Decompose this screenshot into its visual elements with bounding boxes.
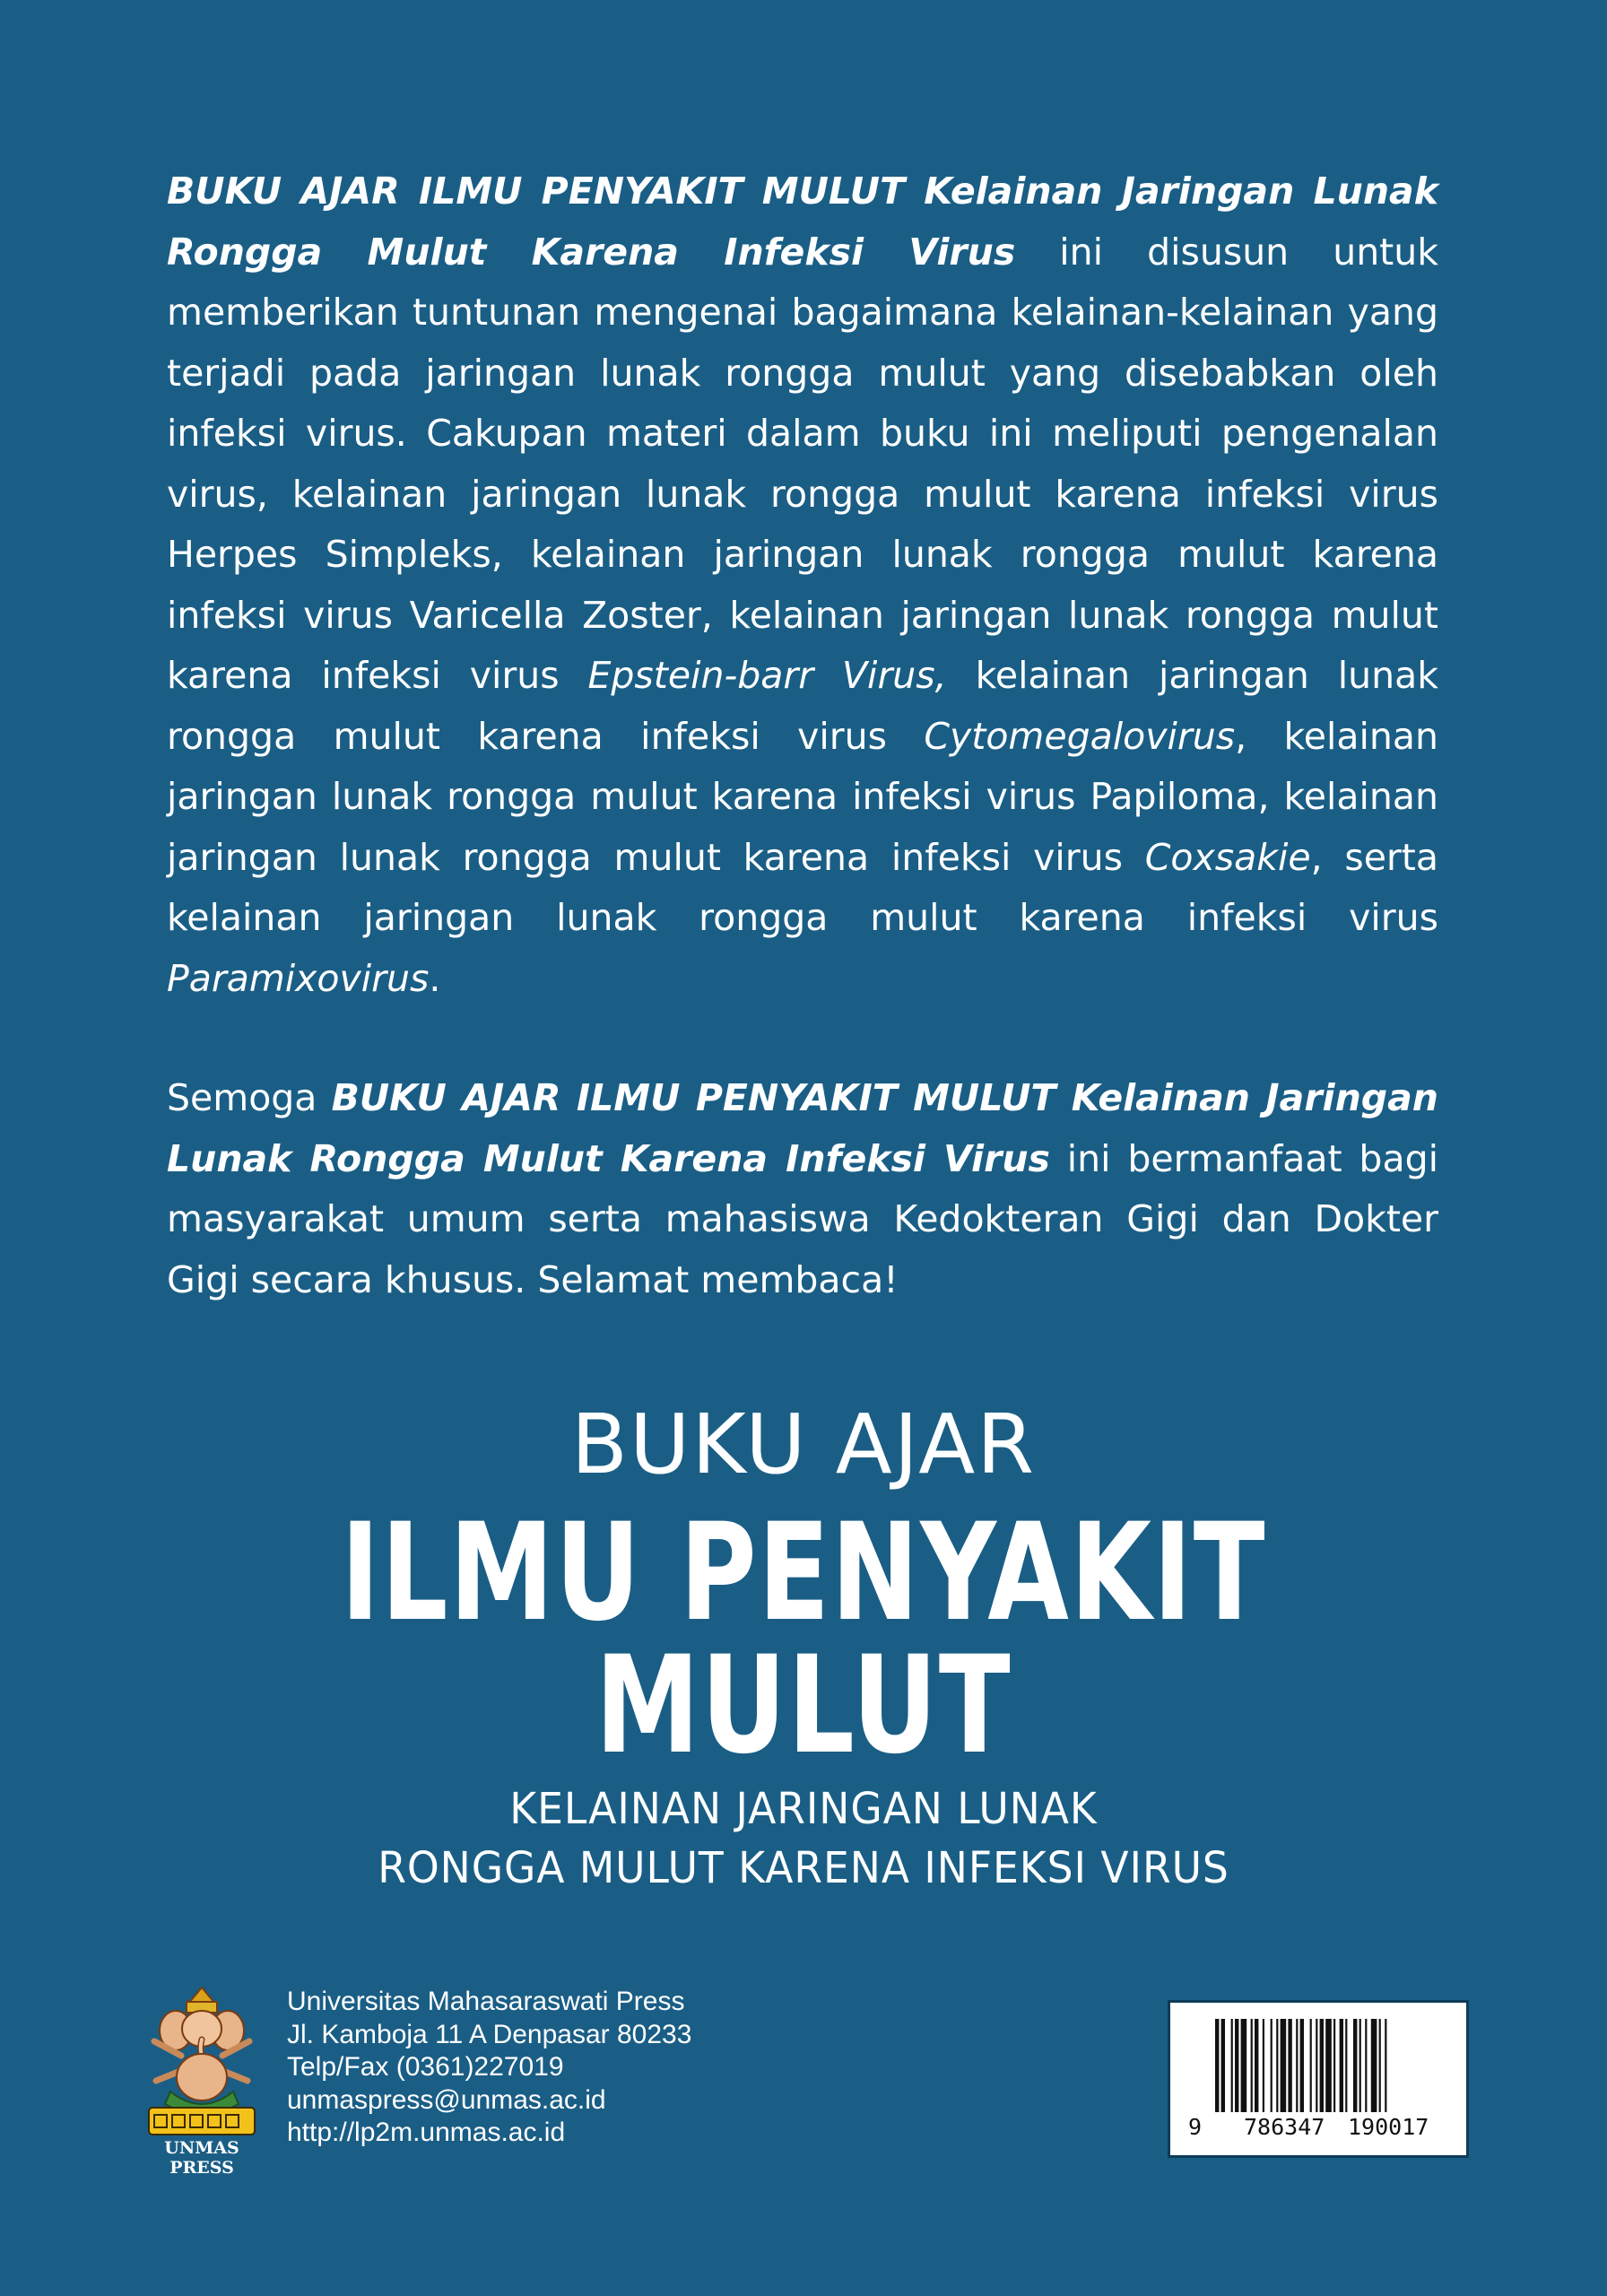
blurb-text: Semoga — [167, 1076, 332, 1119]
isbn-barcode — [1168, 2000, 1469, 2158]
publisher-address: Jl. Kamboja 11 A Denpasar 80233 — [287, 2019, 692, 2049]
barcode-digit-prefix: 9 — [1188, 2114, 1203, 2140]
book-title-line-1: ILMU PENYAKIT — [340, 1495, 1267, 1651]
blurb-book-title: BUKU AJAR ILMU PENYAKIT MULUT Kelainan Jaringan Lunak Rongga Mulut Karena Infeksi Virus — [167, 170, 1438, 274]
logo-text: UNMAS PRESS — [164, 2138, 239, 2178]
subtitle-line-1: KELAINAN JARINGAN LUNAK — [509, 1784, 1098, 1834]
blurb — [167, 161, 1438, 1310]
barcode-digits-left: 786347 — [1244, 2114, 1325, 2140]
publisher-info — [287, 1986, 691, 2150]
blurb-virus-name: Epstein-barr Virus, — [587, 654, 947, 697]
publisher-email: unmaspress@unmas.ac.id — [287, 2084, 606, 2115]
publisher-phone: Telp/Fax (0361)227019 — [287, 2052, 564, 2082]
subtitle-line-2: RONGGA MULUT KARENA INFEKSI VIRUS — [378, 1843, 1229, 1893]
blurb-text: , kelainan jaringan lunak rongga mulut karena infeksi virus Papiloma, kelainan jaringan lunak rongga mulut karena infeksi virus — [167, 714, 1438, 879]
blurb-text: ini disusun untuk memberikan tuntunan mengenai bagaimana kelainan-kelainan yang terjadi pada jaringan lunak rongga mulut yang disebabkan oleh infeksi virus. Cakupan materi dalam buku ini meliputi pengenalan virus, kelainan jaringan lunak rongga mulut karena infeksi virus Herpes Simpleks, kelainan jaringan lunak rongga mulut karena infeksi virus Varicella Zoster, kelainan jaringan lunak rongga mulut karena infeksi virus — [167, 230, 1438, 697]
series-title: BUKU AJAR — [570, 1396, 1037, 1492]
blurb-paragraph-1 — [167, 161, 1438, 1009]
blurb-text: . — [429, 956, 441, 1000]
blurb-text: , serta kelainan jaringan lunak rongga mulut karena infeksi virus — [167, 835, 1438, 939]
blurb-paragraph-2 — [167, 1068, 1438, 1310]
blurb-virus-name: Cytomegalovirus — [924, 714, 1236, 758]
publisher-logo — [135, 1984, 269, 2178]
blurb-virus-name: Paramixovirus — [167, 956, 430, 1000]
blurb-book-title: BUKU AJAR ILMU PENYAKIT MULUT Kelainan Jaringan Lunak Rongga Mulut Karena Infeksi Virus — [167, 1076, 1438, 1180]
barcode-digits-right: 190017 — [1348, 2114, 1429, 2140]
blurb-text: ini bermanfaat bagi masyarakat umum serta mahasiswa Kedokteran Gigi dan Dokter Gigi secara khusus. Selamat membaca! — [167, 1136, 1438, 1301]
blurb-text: kelainan jaringan lunak rongga mulut karena infeksi virus — [167, 654, 1438, 758]
publisher-name: Universitas Mahasaraswati Press — [287, 1987, 685, 2016]
ganesha-logo-icon — [135, 1984, 269, 2136]
title-block — [0, 1396, 1607, 1898]
blurb-virus-name: Coxsakie — [1144, 835, 1311, 879]
publisher-website: http://lp2m.unmas.ac.id — [287, 2118, 566, 2147]
book-title-line-2: MULUT — [595, 1628, 1012, 1784]
